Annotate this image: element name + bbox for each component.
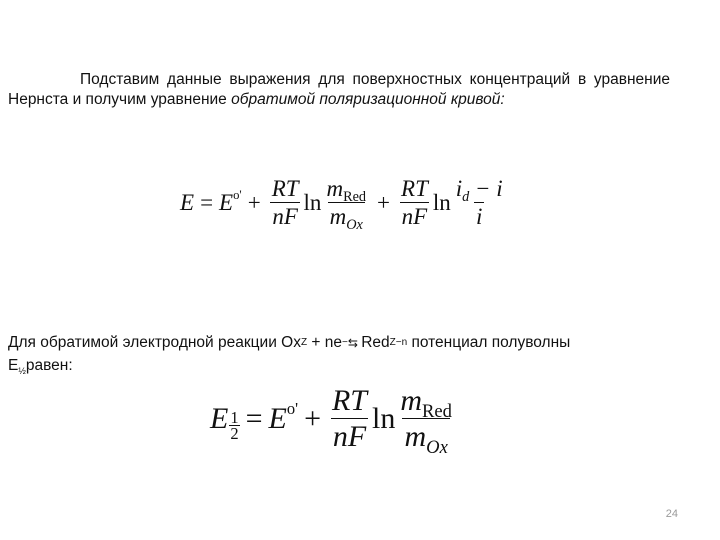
f1-m-ox-sub: Ox bbox=[346, 217, 363, 234]
reaction-sup-z: Z bbox=[300, 337, 308, 348]
half-wave-potential-formula bbox=[210, 384, 457, 458]
f2-equals: = bbox=[245, 401, 263, 435]
f2-e0: E bbox=[268, 401, 287, 435]
f1-plus-1: + bbox=[247, 189, 261, 215]
page-number: 24 bbox=[665, 508, 678, 520]
reaction-sup-zn: Z−n bbox=[389, 337, 408, 348]
f2-m-ox: m bbox=[404, 420, 427, 453]
f1-i-d-sub: d bbox=[462, 188, 470, 205]
f2-m-red-sub: Red bbox=[422, 400, 452, 422]
reaction-text-start: Для обратимой электродной реакции Ox bbox=[8, 334, 301, 351]
f2-m-fraction bbox=[398, 384, 454, 458]
equilibrium-arrows-icon: ⇆ bbox=[347, 336, 357, 350]
f1-current-fraction bbox=[454, 176, 505, 230]
f1-nf: nF bbox=[272, 204, 298, 230]
f1-rt: RT bbox=[271, 176, 299, 201]
f1-m-red-sub: Red bbox=[343, 188, 367, 205]
f2-rt-nf-fraction bbox=[330, 384, 369, 453]
f2-half-fraction bbox=[229, 407, 239, 444]
f2-e0-sup: o' bbox=[286, 399, 299, 419]
reaction-sup-minus: − bbox=[341, 337, 348, 348]
f2-lhs-e: E bbox=[210, 401, 229, 435]
reaction-text-after: потенциал полуволны bbox=[407, 334, 571, 351]
reaction-text-mid: + ne bbox=[307, 334, 342, 351]
f1-ln-2: ln bbox=[432, 189, 451, 215]
reaction-paragraph bbox=[8, 332, 680, 378]
f1-e0: E bbox=[219, 189, 234, 215]
f1-m-fraction bbox=[324, 176, 368, 234]
f2-half-num: 1 bbox=[230, 407, 239, 427]
f1-ln: ln bbox=[303, 189, 322, 215]
reaction-red: Red bbox=[356, 334, 390, 351]
nernst-polarization-formula bbox=[180, 176, 508, 234]
f1-e0-sup: o' bbox=[233, 188, 242, 203]
f1-i-d: i bbox=[455, 176, 463, 201]
half-wave-e-sub: ½ bbox=[18, 366, 26, 376]
reaction-text-end: равен: bbox=[25, 357, 73, 374]
f1-m-red: m bbox=[326, 176, 344, 201]
f1-lhs-e: E bbox=[180, 189, 195, 215]
f1-minus-i: − i bbox=[475, 176, 503, 201]
f1-rt-nf-fraction bbox=[270, 176, 301, 230]
f2-m-red: m bbox=[400, 384, 423, 417]
intro-italic-term: обратимой поляризационной кривой bbox=[231, 91, 501, 108]
f1-rt-2: RT bbox=[401, 176, 428, 201]
f2-ln: ln bbox=[372, 401, 396, 435]
f1-equals: = bbox=[200, 189, 214, 215]
f1-den-i: i bbox=[476, 204, 483, 230]
intro-colon: : bbox=[500, 91, 505, 108]
f1-plus-2: + bbox=[377, 189, 391, 215]
f2-nf: nF bbox=[332, 420, 367, 453]
f2-plus: + bbox=[304, 401, 321, 435]
intro-text: Подставим данные выражения для поверхностных концентраций в уравнение Нернста и получим уравнение bbox=[8, 71, 670, 108]
f1-m-ox: m bbox=[329, 204, 347, 230]
f2-rt: RT bbox=[331, 384, 367, 417]
half-wave-e: E bbox=[8, 357, 19, 374]
f1-rt-nf-fraction-2 bbox=[399, 176, 430, 230]
intro-paragraph bbox=[8, 70, 670, 110]
f1-nf-2: nF bbox=[401, 204, 428, 230]
f2-half-den: 2 bbox=[230, 424, 239, 444]
f2-m-ox-sub: Ox bbox=[426, 436, 448, 458]
